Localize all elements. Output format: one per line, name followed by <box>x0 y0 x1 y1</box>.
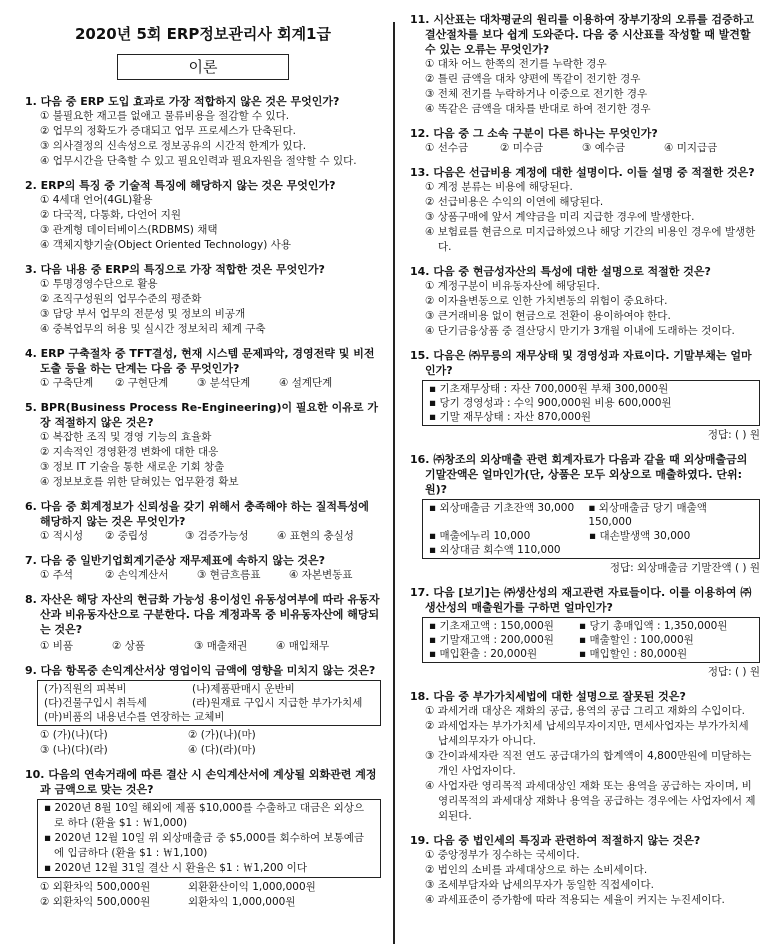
option: ① 선수금 <box>425 142 469 154</box>
box-item: ▪ 기초재무상태 : 자산 700,000원 부채 300,000원 <box>429 383 669 395</box>
option-row <box>25 639 381 654</box>
option: ④ 업무시간을 단축할 수 있고 필요인력과 필요자원을 절약할 수 있다. <box>40 155 357 167</box>
option: ③ 관계형 데이터베이스(RDBMS) 채택 <box>40 224 218 236</box>
question-2 <box>25 178 381 253</box>
question-14 <box>410 264 760 339</box>
question-11 <box>410 12 760 117</box>
box-item: (가)직원의 피복비 <box>44 683 127 695</box>
question-18 <box>410 689 760 824</box>
option: ② 이자율변동으로 인한 가치변동의 위험이 중요하다. <box>425 295 668 307</box>
option: ① 외환차익 500,000원 <box>40 881 151 893</box>
option: ② 손익계산서 <box>105 569 169 581</box>
option: ① 계정구분이 비유동자산에 해당된다. <box>425 280 600 292</box>
question-4 <box>25 346 381 391</box>
option: ② 지속적인 경영환경 변화에 대한 대응 <box>40 446 219 458</box>
option: ② 구현단계 <box>115 377 169 389</box>
question-9 <box>25 663 381 758</box>
box-item: (나)제품판매시 운반비 <box>192 683 295 695</box>
option: ① 대차 어느 한쪽의 전기를 누락한 경우 <box>425 58 607 70</box>
reference-box <box>37 680 381 726</box>
question-8 <box>25 592 381 654</box>
option: ③ 담당 부서 업무의 전문성 및 정보의 비공개 <box>40 308 246 320</box>
option-row <box>25 880 381 895</box>
box-item: ▪ 기말재고액 : 200,000원 <box>429 634 554 646</box>
box-item: ▪ 기말 재무상태 : 자산 870,000원 <box>429 411 592 423</box>
option-row <box>25 568 381 583</box>
option: ③ 조세부담자와 납세의무자가 동일한 직접세이다. <box>425 879 654 891</box>
option-row <box>25 728 381 743</box>
option: ④ 미지급금 <box>664 142 718 154</box>
option: ④ 사업자란 영리목적 과세대상인 재화 또는 용역을 공급하는 자이며, 비영리목적의 과세대상 재화나 용역을 공급하는 경우에는 사업자에서 제외된다. <box>425 780 756 822</box>
question-15 <box>410 348 760 443</box>
option: ③ 전체 전기를 누락하거나 이중으로 전기한 경우 <box>425 88 648 100</box>
question-text: 7. 다음 중 일반기업회계기준상 재무제표에 속하지 않는 것은? <box>25 554 326 567</box>
option-row <box>25 529 381 544</box>
option: ④ 정보보호를 위한 닫혀있는 업무환경 확보 <box>40 476 239 488</box>
option: ③ 간이과세자란 직전 연도 공급대가의 합계액이 4,800만원에 미달하는 개인 사업자이다. <box>425 750 752 777</box>
option: ② 조직구성원의 업무수준의 평준화 <box>40 293 202 305</box>
option: ② 중립성 <box>105 530 149 542</box>
box-item: ▪ 2020년 12월 10일 위 외상매출금 중 $5,000를 회수하여 보통예금에 입금하다 (환율 $1 : ￦1,100) <box>44 832 365 859</box>
box-item: ▪ 당기 총매입액 : 1,350,000원 <box>579 620 728 632</box>
question-7 <box>25 553 381 583</box>
option: ① 불필요한 재고를 없애고 물류비용을 절감할 수 있다. <box>40 110 290 122</box>
question-3 <box>25 262 381 337</box>
question-19 <box>410 833 760 908</box>
question-text: 1. 다음 중 ERP 도입 효과로 가장 적합하지 않은 것은 무엇인가? <box>25 95 340 108</box>
box-item: ▪ 매입할인 : 80,000원 <box>579 648 688 660</box>
question-text: 8. 자산은 해당 자산의 현금화 가능성 용이성인 유동성여부에 따라 유동자산과 비유동자산으로 구분한다. 다음 계정과목 중 비유동자산에 해당되는 것은? <box>25 593 380 636</box>
option: ② 다국적, 다통화, 다언어 지원 <box>40 209 182 221</box>
question-16 <box>410 452 760 576</box>
question-text: 4. ERP 구축절차 중 TFT결성, 현재 시스템 문제파악, 경영전략 및 비전도출 등을 하는 단계는 다음 중 무엇인가? <box>25 347 375 375</box>
reference-box <box>37 799 381 878</box>
box-item: ▪ 대손발생액 30,000 <box>589 530 691 542</box>
question-text: 14. 다음 중 현금성자산의 특성에 대한 설명으로 적절한 것은? <box>410 265 711 278</box>
option: ④ 매입채무 <box>276 640 330 652</box>
box-item: ▪ 외상매출금 당기 매출액 150,000 <box>588 502 707 528</box>
option: ① 4세대 언어(4GL)활용 <box>40 194 153 206</box>
question-text: 17. 다음 [보기]는 ㈜생산성의 재고관련 자료들이다. 이를 이용하여 ㈜생산성의 매출원가를 구하면 얼마인가? <box>410 586 752 614</box>
box-item: ▪ 2020년 8월 10일 해외에 제품 $10,000를 수출하고 대금은 외상으로 하다 (환율 $1 : ￦1,000) <box>44 802 365 829</box>
question-5 <box>25 400 381 490</box>
option: 외환차익 1,000,000원 <box>188 896 296 908</box>
option-row <box>25 743 381 758</box>
option: ③ 검증가능성 <box>185 530 249 542</box>
box-item: (마)비품의 내용년수를 연장하는 교체비 <box>44 711 225 723</box>
question-6 <box>25 499 381 544</box>
option: ② (가)(나)(마) <box>188 729 256 741</box>
option: ① 주석 <box>40 569 74 581</box>
question-text: 12. 다음 중 그 소속 구분이 다른 하나는 무엇인가? <box>410 127 658 140</box>
option: ④ 자본변동표 <box>289 569 353 581</box>
option: ③ 매출채권 <box>194 640 248 652</box>
question-text: 16. ㈜창조의 외상매출 관련 회계자료가 다음과 같을 때 외상매출금의 기말잔액은 얼마인가(단, 상품은 모두 외상으로 매출하였다. 단위:원)? <box>410 453 748 496</box>
page-title: 2020년 5회 ERP정보관리사 회계1급 <box>75 25 331 43</box>
reference-box <box>422 380 760 426</box>
question-13 <box>410 165 760 255</box>
question-text: 11. 시산표는 대차평균의 원리를 이용하여 장부기장의 오류를 검증하고 결산절차를 보다 쉽게 도와준다. 다음 중 시산표를 작성할 때 발견할 수 있는 오류는 무엇인가? <box>410 13 754 56</box>
question-text: 2. ERP의 특징 중 기술적 특징에 해당하지 않는 것은 무엇인가? <box>25 179 336 192</box>
option: ② 법인의 소비를 과세대상으로 하는 소비세이다. <box>425 864 648 876</box>
option-row <box>25 376 381 391</box>
question-text: 3. 다음 내용 중 ERP의 특징으로 가장 적합한 것은 무엇인가? <box>25 263 325 276</box>
option: ② 선급비용은 수익의 이연에 해당된다. <box>425 196 604 208</box>
option: ① 중앙정부가 징수하는 국세이다. <box>425 849 580 861</box>
option: ④ 과세표준이 증가함에 따라 적용되는 세율이 커지는 누진세이다. <box>425 894 725 906</box>
answer-blank: 정답: ( ) 원 <box>707 429 760 441</box>
option: ③ (나)(다)(라) <box>40 744 108 756</box>
option: ① 복잡한 조직 및 경영 기능의 효율화 <box>40 431 212 443</box>
question-text: 13. 다음은 선급비용 계정에 대한 설명이다. 이들 설명 중 적절한 것은? <box>410 166 755 179</box>
option-row <box>410 141 760 156</box>
answer-blank: 정답: 외상매출금 기말잔액 ( ) 원 <box>609 562 760 574</box>
option: ① 적시성 <box>40 530 84 542</box>
question-text: 19. 다음 중 법인세의 특징과 관련하여 적절하지 않는 것은? <box>410 834 701 847</box>
option: ② 과세업자는 부가가치세 납세의무자이지만, 면세사업자는 부가가치세 납세의무자가 아니다. <box>425 720 749 747</box>
right-column <box>410 0 760 908</box>
section-label: 이론 <box>117 54 289 80</box>
option: ④ 단기금융상품 중 결산당시 만기가 3개월 이내에 도래하는 것이다. <box>425 325 735 337</box>
option: ④ 표현의 충실성 <box>277 530 354 542</box>
option: 외환환산이익 1,000,000원 <box>188 881 316 893</box>
reference-box <box>422 617 760 663</box>
question-17 <box>410 585 760 680</box>
option: ① 투명경영수단으로 활용 <box>40 278 158 290</box>
question-text: 5. BPR(Business Process Re-Engineering)이 필요한 이유로 가장 적절하지 않은 것은? <box>25 401 378 429</box>
box-item: ▪ 매출할인 : 100,000원 <box>579 634 694 646</box>
box-item: ▪ 매출에누리 10,000 <box>429 530 531 542</box>
box-item: (라)원재료 구입시 지급한 부가가치세 <box>192 697 363 709</box>
option: ④ 설계단계 <box>279 377 333 389</box>
question-text: 15. 다음은 ㈜무릉의 재무상태 및 경영성과 자료이다. 기말부채는 얼마인가? <box>410 349 752 377</box>
option: ② 상품 <box>112 640 146 652</box>
option: ③ 정보 IT 기술을 통한 새로운 기회 창출 <box>40 461 225 473</box>
question-text: 18. 다음 중 부가가치세법에 대한 설명으로 잘못된 것은? <box>410 690 686 703</box>
option: ① 계정 분류는 비용에 해당된다. <box>425 181 573 193</box>
question-10 <box>25 767 381 910</box>
option: ③ 분석단계 <box>197 377 251 389</box>
option: ④ 중복업무의 허용 및 실시간 정보처리 체계 구축 <box>40 323 266 335</box>
column-divider <box>393 22 395 944</box>
option: ③ 상품구매에 앞서 계약금을 미리 지급한 경우에 발생한다. <box>425 211 695 223</box>
option: ④ 똑같은 금액을 대차를 반대로 하여 전기한 경우 <box>425 103 651 115</box>
question-1 <box>25 94 381 169</box>
option: ③ 큰거래비용 없이 현금으로 전환이 용이하여야 한다. <box>425 310 671 322</box>
answer-blank: 정답: ( ) 원 <box>707 666 760 678</box>
box-item: ▪ 매입환출 : 20,000원 <box>429 648 538 660</box>
question-12 <box>410 126 760 156</box>
box-item: ▪ 당기 경영성과 : 수익 900,000원 비용 600,000원 <box>429 397 672 409</box>
question-text: 10. 다음의 연속거래에 따른 결산 시 손익계산서에 계상될 외화관련 계정과 금액으로 맞는 것은? <box>25 768 377 796</box>
option: ② 미수금 <box>500 142 544 154</box>
box-item: ▪ 외상매출금 기초잔액 30,000 <box>429 502 575 514</box>
question-text: 9. 다음 항목중 손익계산서상 영업이익 금액에 영향을 미치지 않는 것은? <box>25 664 376 677</box>
left-column <box>25 0 381 910</box>
option: ③ 현금흐름표 <box>197 569 261 581</box>
box-item: ▪ 2020년 12월 31일 결산 시 환율은 $1 : ￦1,200 이다 <box>44 862 307 874</box>
box-item: (다)건물구입시 취득세 <box>44 697 147 709</box>
option: ④ (다)(라)(마) <box>188 744 256 756</box>
question-text: 6. 다음 중 회계정보가 신뢰성을 갖기 위해서 충족해야 하는 질적특성에 해당하지 않는 것은 무엇인가? <box>25 500 369 528</box>
option: ④ 보험료를 현금으로 미지급하였으나 해당 기간의 비용인 경우에 발생한다. <box>425 226 756 253</box>
option: ② 틀린 금액을 대차 양편에 똑같이 전기한 경우 <box>425 73 641 85</box>
option-row <box>25 895 381 910</box>
option: ① (가)(나)(다) <box>40 729 108 741</box>
option: ① 구축단계 <box>40 377 94 389</box>
option: ② 외환차익 500,000원 <box>40 896 151 908</box>
box-item: ▪ 외상대금 회수액 110,000 <box>429 544 561 556</box>
option: ④ 객체지향기술(Object Oriented Technology) 사용 <box>40 239 291 251</box>
option: ③ 의사결정의 신속성으로 정보공유의 시간적 한계가 있다. <box>40 140 307 152</box>
option: ① 비품 <box>40 640 74 652</box>
option: ② 업무의 정확도가 증대되고 업무 프로세스가 단축된다. <box>40 125 296 137</box>
box-item: ▪ 기초재고액 : 150,000원 <box>429 620 554 632</box>
reference-box <box>422 499 760 559</box>
option: ① 과세거래 대상은 재화의 공급, 용역의 공급 그리고 재화의 수입이다. <box>425 705 745 717</box>
option: ③ 예수금 <box>582 142 626 154</box>
